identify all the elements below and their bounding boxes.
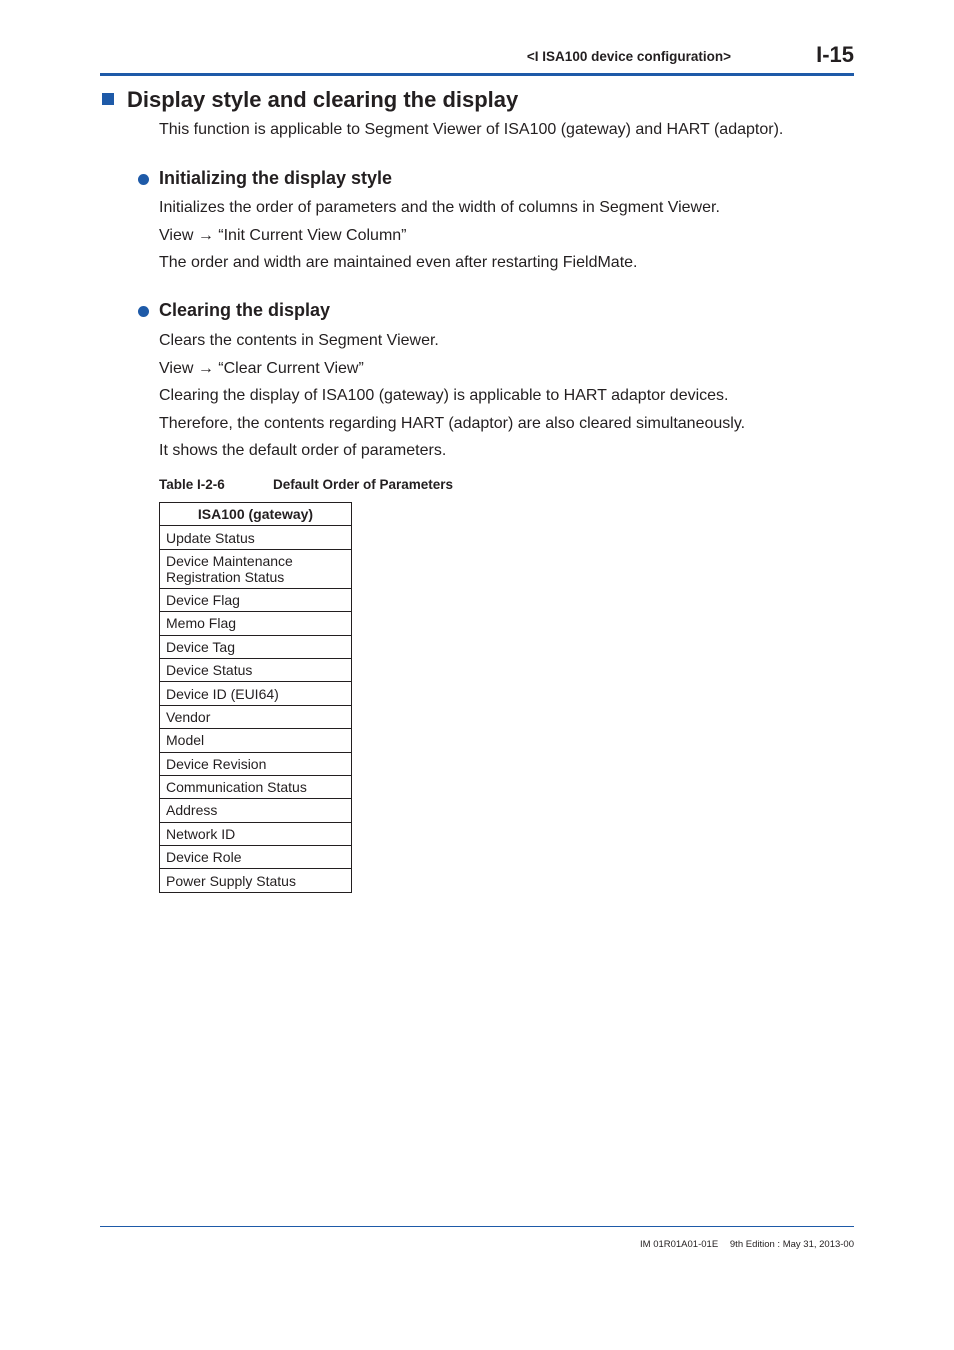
- bullet-dot-icon: [138, 174, 149, 185]
- table-cell: Address: [160, 799, 352, 822]
- edition-info: 9th Edition : May 31, 2013-00: [729, 1239, 854, 1250]
- parameter-order-table: [159, 502, 352, 893]
- paragraph-line: Initializes the order of parameters and the width of columns in Segment Viewer.: [159, 199, 720, 216]
- table-cell: Model: [160, 729, 352, 752]
- section-title: Display style and clearing the display: [127, 87, 519, 112]
- table-cell: Memo Flag: [160, 612, 352, 635]
- table-cell: Device Maintenance Registration Status: [160, 549, 352, 588]
- table-cell: Device Status: [160, 658, 352, 681]
- table-cell: Device Role: [160, 846, 352, 869]
- bullet-dot-icon: [138, 306, 149, 317]
- table-cell: Network ID: [160, 822, 352, 845]
- table-cell: Power Supply Status: [160, 869, 352, 892]
- table-row: [160, 526, 352, 549]
- document-number: IM 01R01A01-01E: [640, 1239, 719, 1250]
- footer-divider: [100, 1226, 854, 1227]
- table-cell: Communication Status: [160, 775, 352, 798]
- header-divider: [100, 73, 854, 76]
- table-row: [160, 635, 352, 658]
- table-cell: Vendor: [160, 705, 352, 728]
- subsection-title: Initializing the display style: [159, 168, 393, 188]
- table-row: [160, 612, 352, 635]
- table-row: [160, 705, 352, 728]
- table-row: [160, 752, 352, 775]
- table-caption: Default Order of Parameters: [273, 477, 454, 492]
- section-square-icon: [102, 93, 114, 105]
- table-row: [160, 729, 352, 752]
- table-column-header: ISA100 (gateway): [160, 503, 352, 526]
- table-cell: Device ID (EUI64): [160, 682, 352, 705]
- menu-path: View → “Init Current View Column”: [159, 227, 407, 244]
- paragraph-line: It shows the default order of parameters.: [159, 442, 447, 459]
- table-row: [160, 658, 352, 681]
- chapter-header: <I ISA100 device configuration>: [526, 49, 731, 64]
- table-number: Table I-2-6: [159, 477, 225, 492]
- table-row: [160, 588, 352, 611]
- paragraph-line: Clears the contents in Segment Viewer.: [159, 332, 439, 349]
- menu-path: View → “Clear Current View”: [159, 360, 364, 377]
- paragraph-line: Therefore, the contents regarding HART (adaptor) are also cleared simultaneously.: [159, 415, 746, 432]
- table-cell: Update Status: [160, 526, 352, 549]
- table-row: [160, 682, 352, 705]
- paragraph-line: The order and width are maintained even after restarting FieldMate.: [159, 254, 638, 271]
- table-cell: Device Flag: [160, 588, 352, 611]
- table-cell: Device Tag: [160, 635, 352, 658]
- paragraph-line: Clearing the display of ISA100 (gateway) is applicable to HART adaptor devices.: [159, 387, 729, 404]
- subsection-title: Clearing the display: [159, 300, 331, 320]
- table-header-row: [160, 503, 352, 526]
- table-row: [160, 549, 352, 588]
- table-row: [160, 822, 352, 845]
- table-cell: Device Revision: [160, 752, 352, 775]
- page-number: I-15: [816, 42, 854, 67]
- table-row: [160, 775, 352, 798]
- table-row: [160, 799, 352, 822]
- section-intro: This function is applicable to Segment Viewer of ISA100 (gateway) and HART (adaptor).: [159, 121, 784, 138]
- table-row: [160, 869, 352, 892]
- table-row: [160, 846, 352, 869]
